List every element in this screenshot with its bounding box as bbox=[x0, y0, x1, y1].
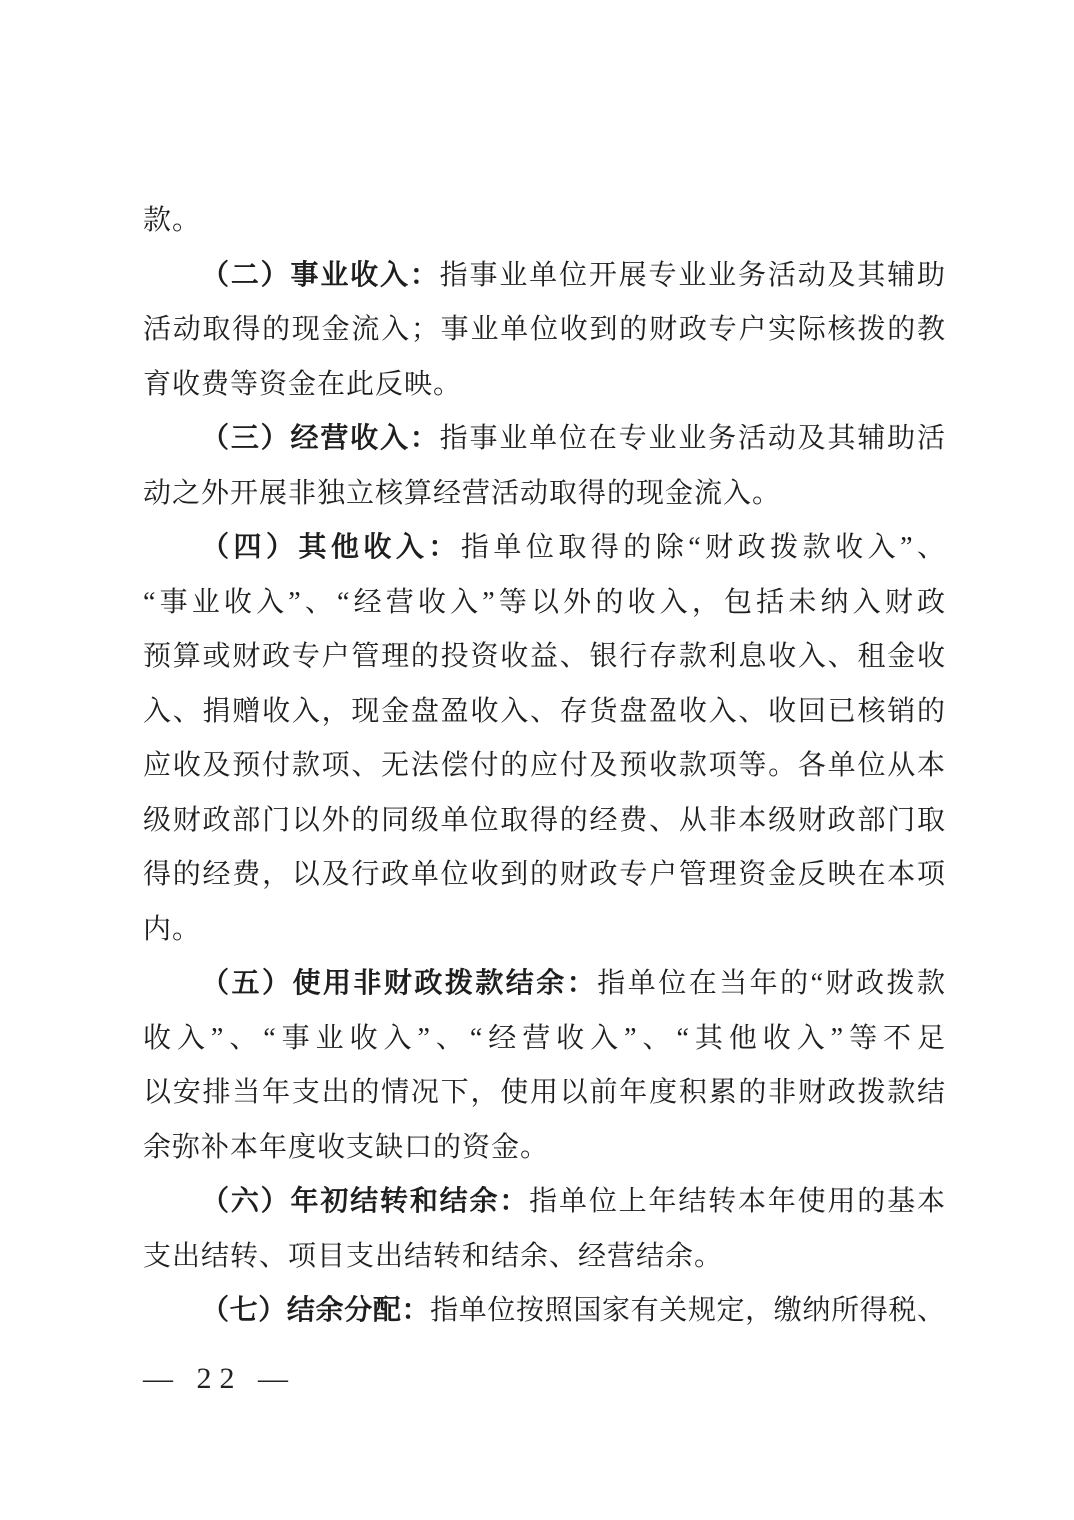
text-line bbox=[143, 303, 945, 358]
line-text: 应收及预付款项、无法偿付的应付及预收款项等。各单位从本 bbox=[143, 750, 945, 781]
text-line bbox=[143, 739, 945, 794]
line-text: 余弥补本年度收支缺口的资金。 bbox=[143, 1131, 550, 1163]
text-line bbox=[143, 194, 945, 249]
page-footer bbox=[143, 1358, 296, 1400]
line-text: “事业收入”、“经营收入”等以外的收入，包括未纳入财政 bbox=[143, 586, 945, 618]
paragraph-label: （二）事业收入： bbox=[201, 259, 440, 291]
text-line bbox=[143, 521, 945, 576]
text-line bbox=[143, 1230, 945, 1285]
line-text: 活动取得的现金流入；事业单位收到的财政专户实际核拨的教 bbox=[143, 314, 945, 345]
text-line bbox=[143, 1012, 945, 1067]
text-line bbox=[143, 1066, 945, 1121]
line-text: 得的经费，以及行政单位收到的财政专户管理资金反映在本项 bbox=[143, 859, 945, 890]
text-line bbox=[143, 1175, 945, 1230]
text-line bbox=[143, 576, 945, 631]
line-text: 预算或财政专户管理的投资收益、银行存款利息收入、租金收 bbox=[143, 641, 945, 672]
line-text: 款。 bbox=[143, 205, 202, 236]
paragraph-label: （五）使用非财政拨款结余： bbox=[201, 968, 598, 999]
text-line bbox=[143, 1284, 945, 1339]
line-text: 以安排当年支出的情况下，使用以前年度积累的非财政拨款结 bbox=[143, 1077, 945, 1108]
paragraph-label: （七）结余分配： bbox=[201, 1295, 431, 1326]
line-text: 指单位按照国家有关规定，缴纳所得税、 bbox=[430, 1295, 945, 1326]
page-number: — 22 — bbox=[143, 1362, 296, 1395]
text-line bbox=[143, 903, 945, 958]
paragraph-label: （六）年初结转和结余： bbox=[201, 1186, 530, 1217]
line-text: 指事业单位在专业业务活动及其辅助活 bbox=[439, 423, 945, 454]
text-line bbox=[143, 630, 945, 685]
document-body bbox=[143, 194, 945, 1339]
text-line bbox=[143, 467, 945, 522]
text-line bbox=[143, 249, 945, 304]
line-text: 指单位取得的除“财政拨款收入”、 bbox=[460, 532, 945, 563]
text-line bbox=[143, 794, 945, 849]
text-line bbox=[143, 848, 945, 903]
line-text: 支出结转、项目支出结转和结余、经营结余。 bbox=[143, 1240, 724, 1272]
text-line bbox=[143, 957, 945, 1012]
line-text: 育收费等资金在此反映。 bbox=[143, 368, 463, 400]
text-line bbox=[143, 1121, 945, 1176]
text-line bbox=[143, 685, 945, 740]
line-text: 入、捐赠收入，现金盘盈收入、存货盘盈收入、收回已核销的 bbox=[143, 695, 945, 727]
paragraph-label: （四）其他收入： bbox=[201, 532, 461, 563]
text-line bbox=[143, 412, 945, 467]
line-text: 级财政部门以外的同级单位取得的经费、从非本级财政部门取 bbox=[143, 804, 945, 836]
line-text: 收入”、“事业收入”、“经营收入”、“其他收入”等不足 bbox=[143, 1022, 945, 1054]
text-line bbox=[143, 358, 945, 413]
line-text: 内。 bbox=[143, 913, 202, 945]
line-text: 指单位上年结转本年使用的基本 bbox=[529, 1186, 945, 1217]
paragraph-label: （三）经营收入： bbox=[201, 423, 440, 454]
line-text: 动之外开展非独立核算经营活动取得的现金流入。 bbox=[143, 477, 782, 509]
line-text: 指事业单位开展专业业务活动及其辅助 bbox=[439, 259, 945, 291]
line-text: 指单位在当年的“财政拨款 bbox=[597, 968, 945, 999]
